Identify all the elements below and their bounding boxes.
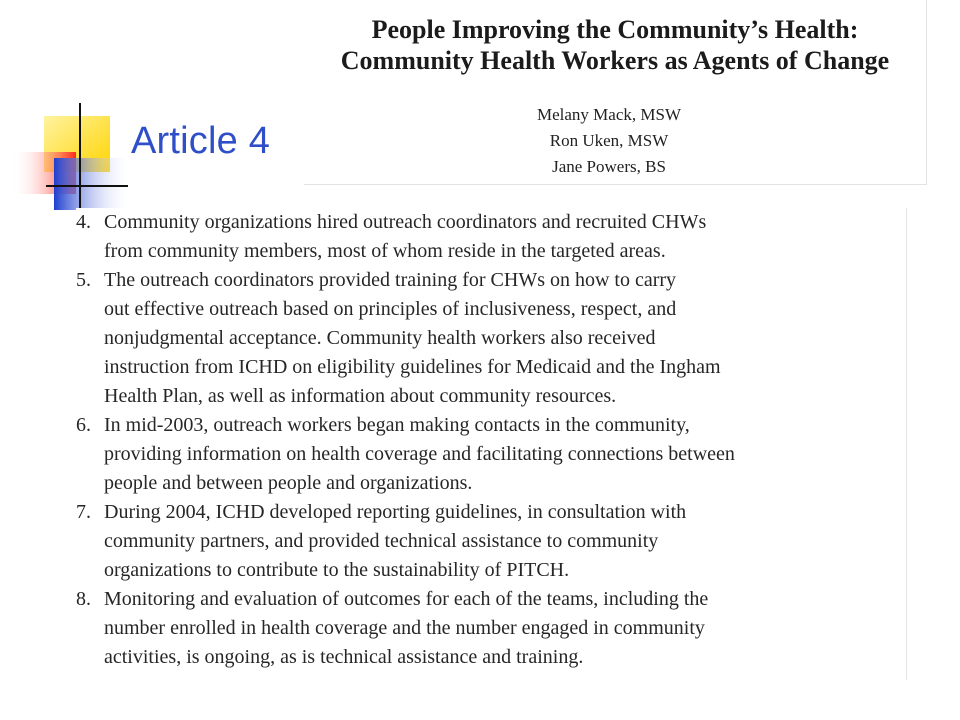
article-title <box>304 14 926 76</box>
article-title-line-2: Community Health Workers as Agents of Change <box>340 46 890 75</box>
list-item-text: Monitoring and evaluation of outcomes for each of the teams, including the number enrolled in health coverage and the number engaged in community activities, is ongoing, as is technical assistance and training. <box>104 588 709 668</box>
article-body-scan <box>76 208 907 680</box>
list-item-number: 8. <box>76 588 91 610</box>
list-item-number: 7. <box>76 501 91 523</box>
article-header-scan <box>304 0 927 185</box>
list-item <box>76 411 906 498</box>
list-item <box>76 208 906 266</box>
author-2: Ron Uken, MSW <box>549 131 669 150</box>
list-item-text: The outreach coordinators provided training for CHWs on how to carry out effective outreach based on principles of inclusiveness, respect, and nonjudgmental acceptance. Community health workers also received instruction from ICHD on eligibility guidelines for Medicaid and the Ingham Health Plan, as well as information about community resources. <box>104 269 721 407</box>
list-item <box>76 498 906 585</box>
list-item <box>76 266 906 411</box>
slide-logo-squares <box>0 0 140 220</box>
author-1: Melany Mack, MSW <box>536 105 681 124</box>
list-item-number: 6. <box>76 414 91 436</box>
list-item-number: 5. <box>76 269 91 291</box>
author-list <box>504 102 714 180</box>
author-3: Jane Powers, BS <box>552 157 666 176</box>
blue-square <box>54 158 128 210</box>
list-item-text: Community organizations hired outreach coordinators and recruited CHWs from community members, most of whom reside in the targeted areas. <box>104 211 707 262</box>
list-item <box>76 585 906 672</box>
article-title-line-1: People Improving the Community’s Health: <box>371 15 859 44</box>
list-item-number: 4. <box>76 211 91 233</box>
list-item-text: During 2004, ICHD developed reporting guidelines, in consultation with community partners, and provided technical assistance to community organizations to contribute to the sustainability of PITCH. <box>104 501 687 581</box>
slide-title: Article 4 <box>131 120 271 162</box>
list-item-text: In mid-2003, outreach workers began making contacts in the community, providing information on health coverage and facilitating connections between people and between people and organizations. <box>104 414 735 494</box>
